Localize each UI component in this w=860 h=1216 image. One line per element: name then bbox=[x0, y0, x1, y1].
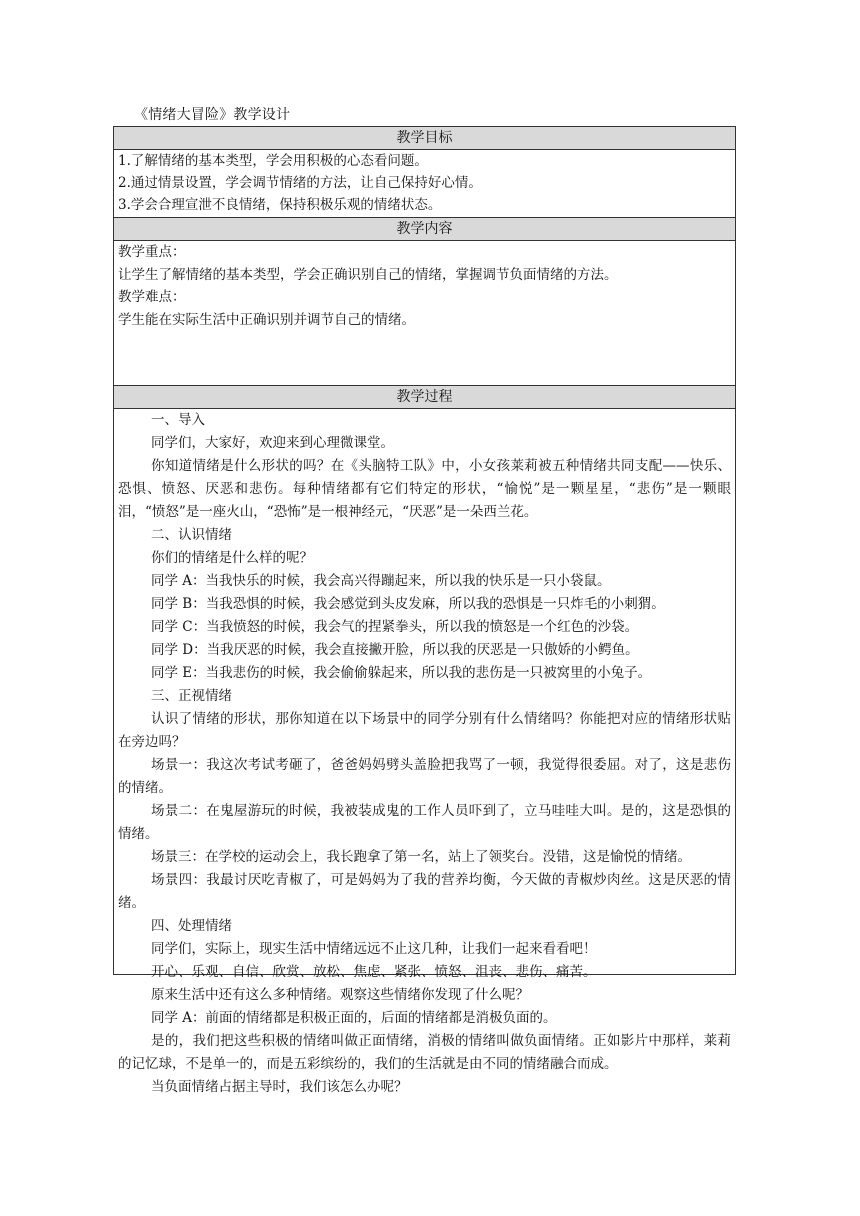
paragraph: 当负面情绪占据主导时，我们该怎么办呢？ bbox=[151, 1079, 408, 1095]
paragraph: 场景二：在鬼屋游玩的时候，我被装成鬼的工作人员吓到了，立马哇哇大叫。是的，这是恐惧的情绪。 bbox=[118, 803, 731, 842]
key-points-label: 教学重点： bbox=[118, 244, 186, 260]
content-section bbox=[114, 241, 735, 386]
goal-item: 2.通过情景设置，学会调节情绪的方法，让自己保持好心情。 bbox=[118, 175, 482, 191]
goal-item: 3.学会合理宣泄不良情绪，保持积极乐观的情绪状态。 bbox=[118, 197, 442, 213]
section-heading: 三、正视情绪 bbox=[151, 688, 232, 704]
paragraph: 同学们，实际上，现实生活中情绪远远不止这几种，让我们一起来看看吧！ bbox=[151, 941, 597, 957]
paragraph: 认识了情绪的形状，那你知道在以下场景中的同学分别有什么情绪吗？你能把对应的情绪形状贴在旁边吗？ bbox=[118, 711, 731, 750]
goal-item: 1.了解情绪的基本类型，学会用积极的心态看问题。 bbox=[118, 153, 428, 169]
paragraph: 原来生活中还有这么多种情绪。观察这些情绪你发现了什么呢？ bbox=[151, 987, 529, 1003]
section-heading: 二、认识情绪 bbox=[151, 527, 232, 543]
process-section bbox=[114, 409, 735, 1095]
paragraph: 你们的情绪是什么样的呢？ bbox=[151, 550, 313, 566]
paragraph: 同学们，大家好，欢迎来到心理微课堂。 bbox=[151, 435, 394, 451]
paragraph: 开心、乐观、自信、欣赏、放松、焦虑、紧张、愤怒、沮丧、悲伤、痛苦。 bbox=[151, 964, 597, 980]
paragraph: 同学 B：当我恐惧的时候，我会感觉到头皮发麻，所以我的恐惧是一只炸毛的小刺猬。 bbox=[151, 596, 665, 612]
section-heading: 四、处理情绪 bbox=[151, 918, 232, 934]
goals-header: 教学目标 bbox=[114, 127, 735, 150]
difficulties-text: 学生能在实际生活中正确识别并调节自己的情绪。 bbox=[118, 311, 415, 328]
key-points-text: 让学生了解情绪的基本类型，学会正确识别自己的情绪，掌握调节负面情绪的方法。 bbox=[118, 266, 618, 283]
paragraph: 同学 D：当我厌恶的时候，我会直接撇开脸，所以我的厌恶是一只傲娇的小鳄鱼。 bbox=[151, 642, 639, 658]
paragraph: 同学 C：当我愤怒的时候，我会气的捏紧拳头，所以我的愤怒是一个红色的沙袋。 bbox=[151, 619, 639, 635]
paragraph: 同学 A：前面的情绪都是积极正面的，后面的情绪都是消极负面的。 bbox=[151, 1010, 557, 1026]
content-header: 教学内容 bbox=[114, 218, 735, 241]
section-heading: 一、导入 bbox=[151, 412, 205, 428]
lesson-plan-table bbox=[113, 126, 736, 1095]
paragraph: 你知道情绪是什么形状的吗？在《头脑特工队》中，小女孩莱莉被五种情绪共同支配——快乐、恐惧、愤怒、厌恶和悲伤。每种情绪都有它们特定的形状，“愉悦”是一颗星星，“悲伤”是一颗眼泪，“愤怒”是一座火山，“恐怖”是一根神经元，“厌恶”是一朵西兰花。 bbox=[118, 458, 731, 520]
goals-section bbox=[114, 150, 735, 218]
paragraph: 同学 E：当我悲伤的时候，我会偷偷躲起来，所以我的悲伤是一只被窝里的小兔子。 bbox=[151, 665, 652, 681]
paragraph: 场景三：在学校的运动会上，我长跑拿了第一名，站上了领奖台。没错，这是愉悦的情绪。 bbox=[151, 849, 691, 865]
paragraph: 场景一：我这次考试考砸了，爸爸妈妈劈头盖脸把我骂了一顿，我觉得很委屈。对了，这是悲伤的情绪。 bbox=[118, 757, 731, 796]
paragraph: 同学 A：当我快乐的时候，我会高兴得蹦起来，所以我的快乐是一只小袋鼠。 bbox=[151, 573, 611, 589]
paragraph: 是的，我们把这些积极的情绪叫做正面情绪，消极的情绪叫做负面情绪。正如影片中那样，莱莉的记忆球，不是单一的，而是五彩缤纷的，我们的生活就是由不同的情绪融合而成。 bbox=[118, 1033, 731, 1072]
document-title: 《情绪大冒险》教学设计 bbox=[134, 107, 291, 123]
difficulties-label: 教学难点： bbox=[118, 289, 186, 305]
process-header: 教学过程 bbox=[114, 386, 735, 409]
paragraph: 场景四：我最讨厌吃青椒了，可是妈妈为了我的营养均衡，今天做的青椒炒肉丝。这是厌恶的情绪。 bbox=[118, 872, 731, 911]
